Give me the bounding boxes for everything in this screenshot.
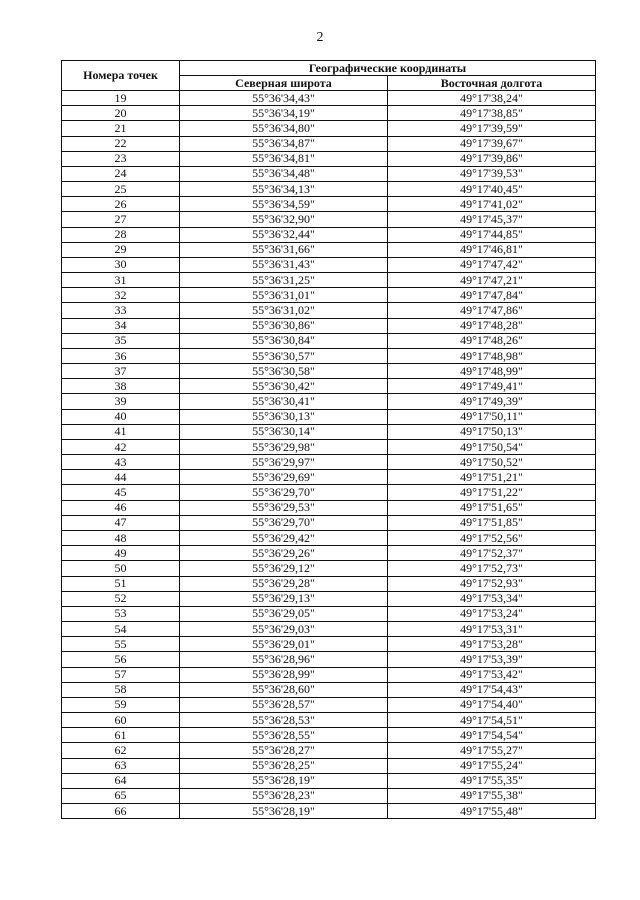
table-row bbox=[62, 606, 596, 621]
table-row bbox=[62, 394, 596, 409]
point-number-cell: 20 bbox=[62, 106, 180, 121]
table-row bbox=[62, 637, 596, 652]
longitude-cell: 49°17'51,65" bbox=[388, 500, 596, 515]
latitude-cell: 55°36'29,42" bbox=[180, 530, 388, 545]
point-number-cell: 40 bbox=[62, 409, 180, 424]
point-number-cell: 64 bbox=[62, 773, 180, 788]
table-row bbox=[62, 515, 596, 530]
coordinates-table bbox=[61, 60, 596, 819]
longitude-cell: 49°17'38,24" bbox=[388, 91, 596, 106]
latitude-cell: 55°36'28,60" bbox=[180, 682, 388, 697]
table-row bbox=[62, 227, 596, 242]
page-number: 2 bbox=[316, 30, 324, 45]
header-longitude: Восточная долгота bbox=[388, 76, 596, 91]
header-latitude: Северная широта bbox=[180, 76, 388, 91]
longitude-cell: 49°17'52,73" bbox=[388, 561, 596, 576]
longitude-cell: 49°17'51,85" bbox=[388, 515, 596, 530]
longitude-cell: 49°17'53,31" bbox=[388, 622, 596, 637]
longitude-cell: 49°17'47,42" bbox=[388, 257, 596, 272]
longitude-cell: 49°17'38,85" bbox=[388, 106, 596, 121]
point-number-cell: 53 bbox=[62, 606, 180, 621]
point-number-cell: 34 bbox=[62, 318, 180, 333]
point-number-cell: 32 bbox=[62, 288, 180, 303]
longitude-cell: 49°17'48,26" bbox=[388, 333, 596, 348]
point-number-cell: 26 bbox=[62, 197, 180, 212]
latitude-cell: 55°36'29,12" bbox=[180, 561, 388, 576]
point-number-cell: 24 bbox=[62, 166, 180, 181]
latitude-cell: 55°36'29,03" bbox=[180, 622, 388, 637]
longitude-cell: 49°17'53,39" bbox=[388, 652, 596, 667]
point-number-cell: 50 bbox=[62, 561, 180, 576]
table-row bbox=[62, 439, 596, 454]
table-row bbox=[62, 121, 596, 136]
longitude-cell: 49°17'51,22" bbox=[388, 485, 596, 500]
latitude-cell: 55°36'30,86" bbox=[180, 318, 388, 333]
latitude-cell: 55°36'30,14" bbox=[180, 424, 388, 439]
latitude-cell: 55°36'29,70" bbox=[180, 485, 388, 500]
longitude-cell: 49°17'39,86" bbox=[388, 151, 596, 166]
latitude-cell: 55°36'30,84" bbox=[180, 333, 388, 348]
table-row bbox=[62, 758, 596, 773]
point-number-cell: 19 bbox=[62, 91, 180, 106]
table-row bbox=[62, 804, 596, 819]
table-row bbox=[62, 546, 596, 561]
point-number-cell: 66 bbox=[62, 804, 180, 819]
latitude-cell: 55°36'34,19" bbox=[180, 106, 388, 121]
latitude-cell: 55°36'29,53" bbox=[180, 500, 388, 515]
latitude-cell: 55°36'28,57" bbox=[180, 697, 388, 712]
point-number-cell: 37 bbox=[62, 364, 180, 379]
point-number-cell: 48 bbox=[62, 530, 180, 545]
latitude-cell: 55°36'34,48" bbox=[180, 166, 388, 181]
latitude-cell: 55°36'30,58" bbox=[180, 364, 388, 379]
point-number-cell: 29 bbox=[62, 242, 180, 257]
point-number-cell: 23 bbox=[62, 151, 180, 166]
longitude-cell: 49°17'45,37" bbox=[388, 212, 596, 227]
point-number-cell: 30 bbox=[62, 257, 180, 272]
table-row bbox=[62, 197, 596, 212]
latitude-cell: 55°36'34,80" bbox=[180, 121, 388, 136]
longitude-cell: 49°17'50,13" bbox=[388, 424, 596, 439]
longitude-cell: 49°17'47,86" bbox=[388, 303, 596, 318]
table-row bbox=[62, 591, 596, 606]
latitude-cell: 55°36'29,98" bbox=[180, 439, 388, 454]
header-point-numbers: Номера точек bbox=[62, 61, 180, 91]
longitude-cell: 49°17'40,45" bbox=[388, 182, 596, 197]
table-row bbox=[62, 182, 596, 197]
table-row bbox=[62, 151, 596, 166]
point-number-cell: 35 bbox=[62, 333, 180, 348]
longitude-cell: 49°17'53,28" bbox=[388, 637, 596, 652]
longitude-cell: 49°17'54,43" bbox=[388, 682, 596, 697]
table-row bbox=[62, 333, 596, 348]
longitude-cell: 49°17'39,53" bbox=[388, 166, 596, 181]
longitude-cell: 49°17'49,41" bbox=[388, 379, 596, 394]
longitude-cell: 49°17'39,67" bbox=[388, 136, 596, 151]
longitude-cell: 49°17'52,93" bbox=[388, 576, 596, 591]
point-number-cell: 57 bbox=[62, 667, 180, 682]
table-row bbox=[62, 773, 596, 788]
latitude-cell: 55°36'31,02" bbox=[180, 303, 388, 318]
longitude-cell: 49°17'48,28" bbox=[388, 318, 596, 333]
latitude-cell: 55°36'28,25" bbox=[180, 758, 388, 773]
table-row bbox=[62, 728, 596, 743]
latitude-cell: 55°36'30,42" bbox=[180, 379, 388, 394]
longitude-cell: 49°17'50,11" bbox=[388, 409, 596, 424]
longitude-cell: 49°17'51,21" bbox=[388, 470, 596, 485]
latitude-cell: 55°36'31,43" bbox=[180, 257, 388, 272]
table-row bbox=[62, 166, 596, 181]
latitude-cell: 55°36'31,25" bbox=[180, 273, 388, 288]
longitude-cell: 49°17'55,35" bbox=[388, 773, 596, 788]
latitude-cell: 55°36'32,90" bbox=[180, 212, 388, 227]
longitude-cell: 49°17'55,38" bbox=[388, 788, 596, 803]
latitude-cell: 55°36'34,87" bbox=[180, 136, 388, 151]
longitude-cell: 49°17'52,56" bbox=[388, 530, 596, 545]
table-row bbox=[62, 530, 596, 545]
point-number-cell: 45 bbox=[62, 485, 180, 500]
table-row bbox=[62, 576, 596, 591]
longitude-cell: 49°17'54,51" bbox=[388, 713, 596, 728]
table-row bbox=[62, 242, 596, 257]
point-number-cell: 54 bbox=[62, 622, 180, 637]
longitude-cell: 49°17'49,39" bbox=[388, 394, 596, 409]
point-number-cell: 25 bbox=[62, 182, 180, 197]
point-number-cell: 44 bbox=[62, 470, 180, 485]
longitude-cell: 49°17'53,24" bbox=[388, 606, 596, 621]
point-number-cell: 39 bbox=[62, 394, 180, 409]
table-row bbox=[62, 500, 596, 515]
table-body bbox=[62, 91, 596, 819]
longitude-cell: 49°17'53,34" bbox=[388, 591, 596, 606]
table-row bbox=[62, 788, 596, 803]
point-number-cell: 27 bbox=[62, 212, 180, 227]
table-row bbox=[62, 682, 596, 697]
longitude-cell: 49°17'47,84" bbox=[388, 288, 596, 303]
point-number-cell: 51 bbox=[62, 576, 180, 591]
table-header bbox=[62, 61, 596, 91]
latitude-cell: 55°36'28,96" bbox=[180, 652, 388, 667]
point-number-cell: 62 bbox=[62, 743, 180, 758]
point-number-cell: 65 bbox=[62, 788, 180, 803]
latitude-cell: 55°36'29,69" bbox=[180, 470, 388, 485]
latitude-cell: 55°36'29,01" bbox=[180, 637, 388, 652]
longitude-cell: 49°17'48,99" bbox=[388, 364, 596, 379]
latitude-cell: 55°36'30,57" bbox=[180, 348, 388, 363]
point-number-cell: 63 bbox=[62, 758, 180, 773]
table-row bbox=[62, 273, 596, 288]
table-row bbox=[62, 622, 596, 637]
latitude-cell: 55°36'29,26" bbox=[180, 546, 388, 561]
point-number-cell: 61 bbox=[62, 728, 180, 743]
point-number-cell: 58 bbox=[62, 682, 180, 697]
longitude-cell: 49°17'55,24" bbox=[388, 758, 596, 773]
latitude-cell: 55°36'34,43" bbox=[180, 91, 388, 106]
table-row bbox=[62, 257, 596, 272]
point-number-cell: 31 bbox=[62, 273, 180, 288]
point-number-cell: 22 bbox=[62, 136, 180, 151]
latitude-cell: 55°36'29,97" bbox=[180, 455, 388, 470]
longitude-cell: 49°17'50,52" bbox=[388, 455, 596, 470]
table-row bbox=[62, 667, 596, 682]
longitude-cell: 49°17'44,85" bbox=[388, 227, 596, 242]
latitude-cell: 55°36'29,13" bbox=[180, 591, 388, 606]
point-number-cell: 36 bbox=[62, 348, 180, 363]
table-row bbox=[62, 713, 596, 728]
longitude-cell: 49°17'39,59" bbox=[388, 121, 596, 136]
point-number-cell: 33 bbox=[62, 303, 180, 318]
latitude-cell: 55°36'28,99" bbox=[180, 667, 388, 682]
table-row bbox=[62, 106, 596, 121]
longitude-cell: 49°17'47,21" bbox=[388, 273, 596, 288]
point-number-cell: 38 bbox=[62, 379, 180, 394]
point-number-cell: 46 bbox=[62, 500, 180, 515]
point-number-cell: 59 bbox=[62, 697, 180, 712]
point-number-cell: 21 bbox=[62, 121, 180, 136]
latitude-cell: 55°36'28,19" bbox=[180, 804, 388, 819]
table-row bbox=[62, 379, 596, 394]
point-number-cell: 42 bbox=[62, 439, 180, 454]
latitude-cell: 55°36'32,44" bbox=[180, 227, 388, 242]
latitude-cell: 55°36'28,53" bbox=[180, 713, 388, 728]
table-row bbox=[62, 364, 596, 379]
table-row bbox=[62, 91, 596, 106]
latitude-cell: 55°36'28,55" bbox=[180, 728, 388, 743]
point-number-cell: 41 bbox=[62, 424, 180, 439]
latitude-cell: 55°36'29,70" bbox=[180, 515, 388, 530]
longitude-cell: 49°17'52,37" bbox=[388, 546, 596, 561]
table-row bbox=[62, 348, 596, 363]
latitude-cell: 55°36'34,59" bbox=[180, 197, 388, 212]
table-row bbox=[62, 743, 596, 758]
latitude-cell: 55°36'28,23" bbox=[180, 788, 388, 803]
longitude-cell: 49°17'41,02" bbox=[388, 197, 596, 212]
header-geo-coordinates: Географические координаты bbox=[180, 61, 596, 76]
table-row bbox=[62, 303, 596, 318]
point-number-cell: 43 bbox=[62, 455, 180, 470]
latitude-cell: 55°36'34,81" bbox=[180, 151, 388, 166]
table-row bbox=[62, 470, 596, 485]
latitude-cell: 55°36'30,41" bbox=[180, 394, 388, 409]
point-number-cell: 47 bbox=[62, 515, 180, 530]
header-row-top bbox=[62, 61, 596, 76]
point-number-cell: 52 bbox=[62, 591, 180, 606]
latitude-cell: 55°36'30,13" bbox=[180, 409, 388, 424]
point-number-cell: 55 bbox=[62, 637, 180, 652]
longitude-cell: 49°17'50,54" bbox=[388, 439, 596, 454]
table-row bbox=[62, 455, 596, 470]
table-row bbox=[62, 409, 596, 424]
longitude-cell: 49°17'46,81" bbox=[388, 242, 596, 257]
table-row bbox=[62, 136, 596, 151]
table-row bbox=[62, 697, 596, 712]
latitude-cell: 55°36'31,01" bbox=[180, 288, 388, 303]
point-number-cell: 56 bbox=[62, 652, 180, 667]
table-row bbox=[62, 318, 596, 333]
point-number-cell: 60 bbox=[62, 713, 180, 728]
latitude-cell: 55°36'34,13" bbox=[180, 182, 388, 197]
table-row bbox=[62, 561, 596, 576]
latitude-cell: 55°36'28,27" bbox=[180, 743, 388, 758]
longitude-cell: 49°17'54,40" bbox=[388, 697, 596, 712]
latitude-cell: 55°36'29,28" bbox=[180, 576, 388, 591]
longitude-cell: 49°17'48,98" bbox=[388, 348, 596, 363]
table-row bbox=[62, 288, 596, 303]
table-row bbox=[62, 652, 596, 667]
point-number-cell: 49 bbox=[62, 546, 180, 561]
longitude-cell: 49°17'53,42" bbox=[388, 667, 596, 682]
table-row bbox=[62, 424, 596, 439]
longitude-cell: 49°17'55,48" bbox=[388, 804, 596, 819]
point-number-cell: 28 bbox=[62, 227, 180, 242]
latitude-cell: 55°36'29,05" bbox=[180, 606, 388, 621]
longitude-cell: 49°17'55,27" bbox=[388, 743, 596, 758]
table-row bbox=[62, 485, 596, 500]
table-row bbox=[62, 212, 596, 227]
latitude-cell: 55°36'31,66" bbox=[180, 242, 388, 257]
longitude-cell: 49°17'54,54" bbox=[388, 728, 596, 743]
latitude-cell: 55°36'28,19" bbox=[180, 773, 388, 788]
